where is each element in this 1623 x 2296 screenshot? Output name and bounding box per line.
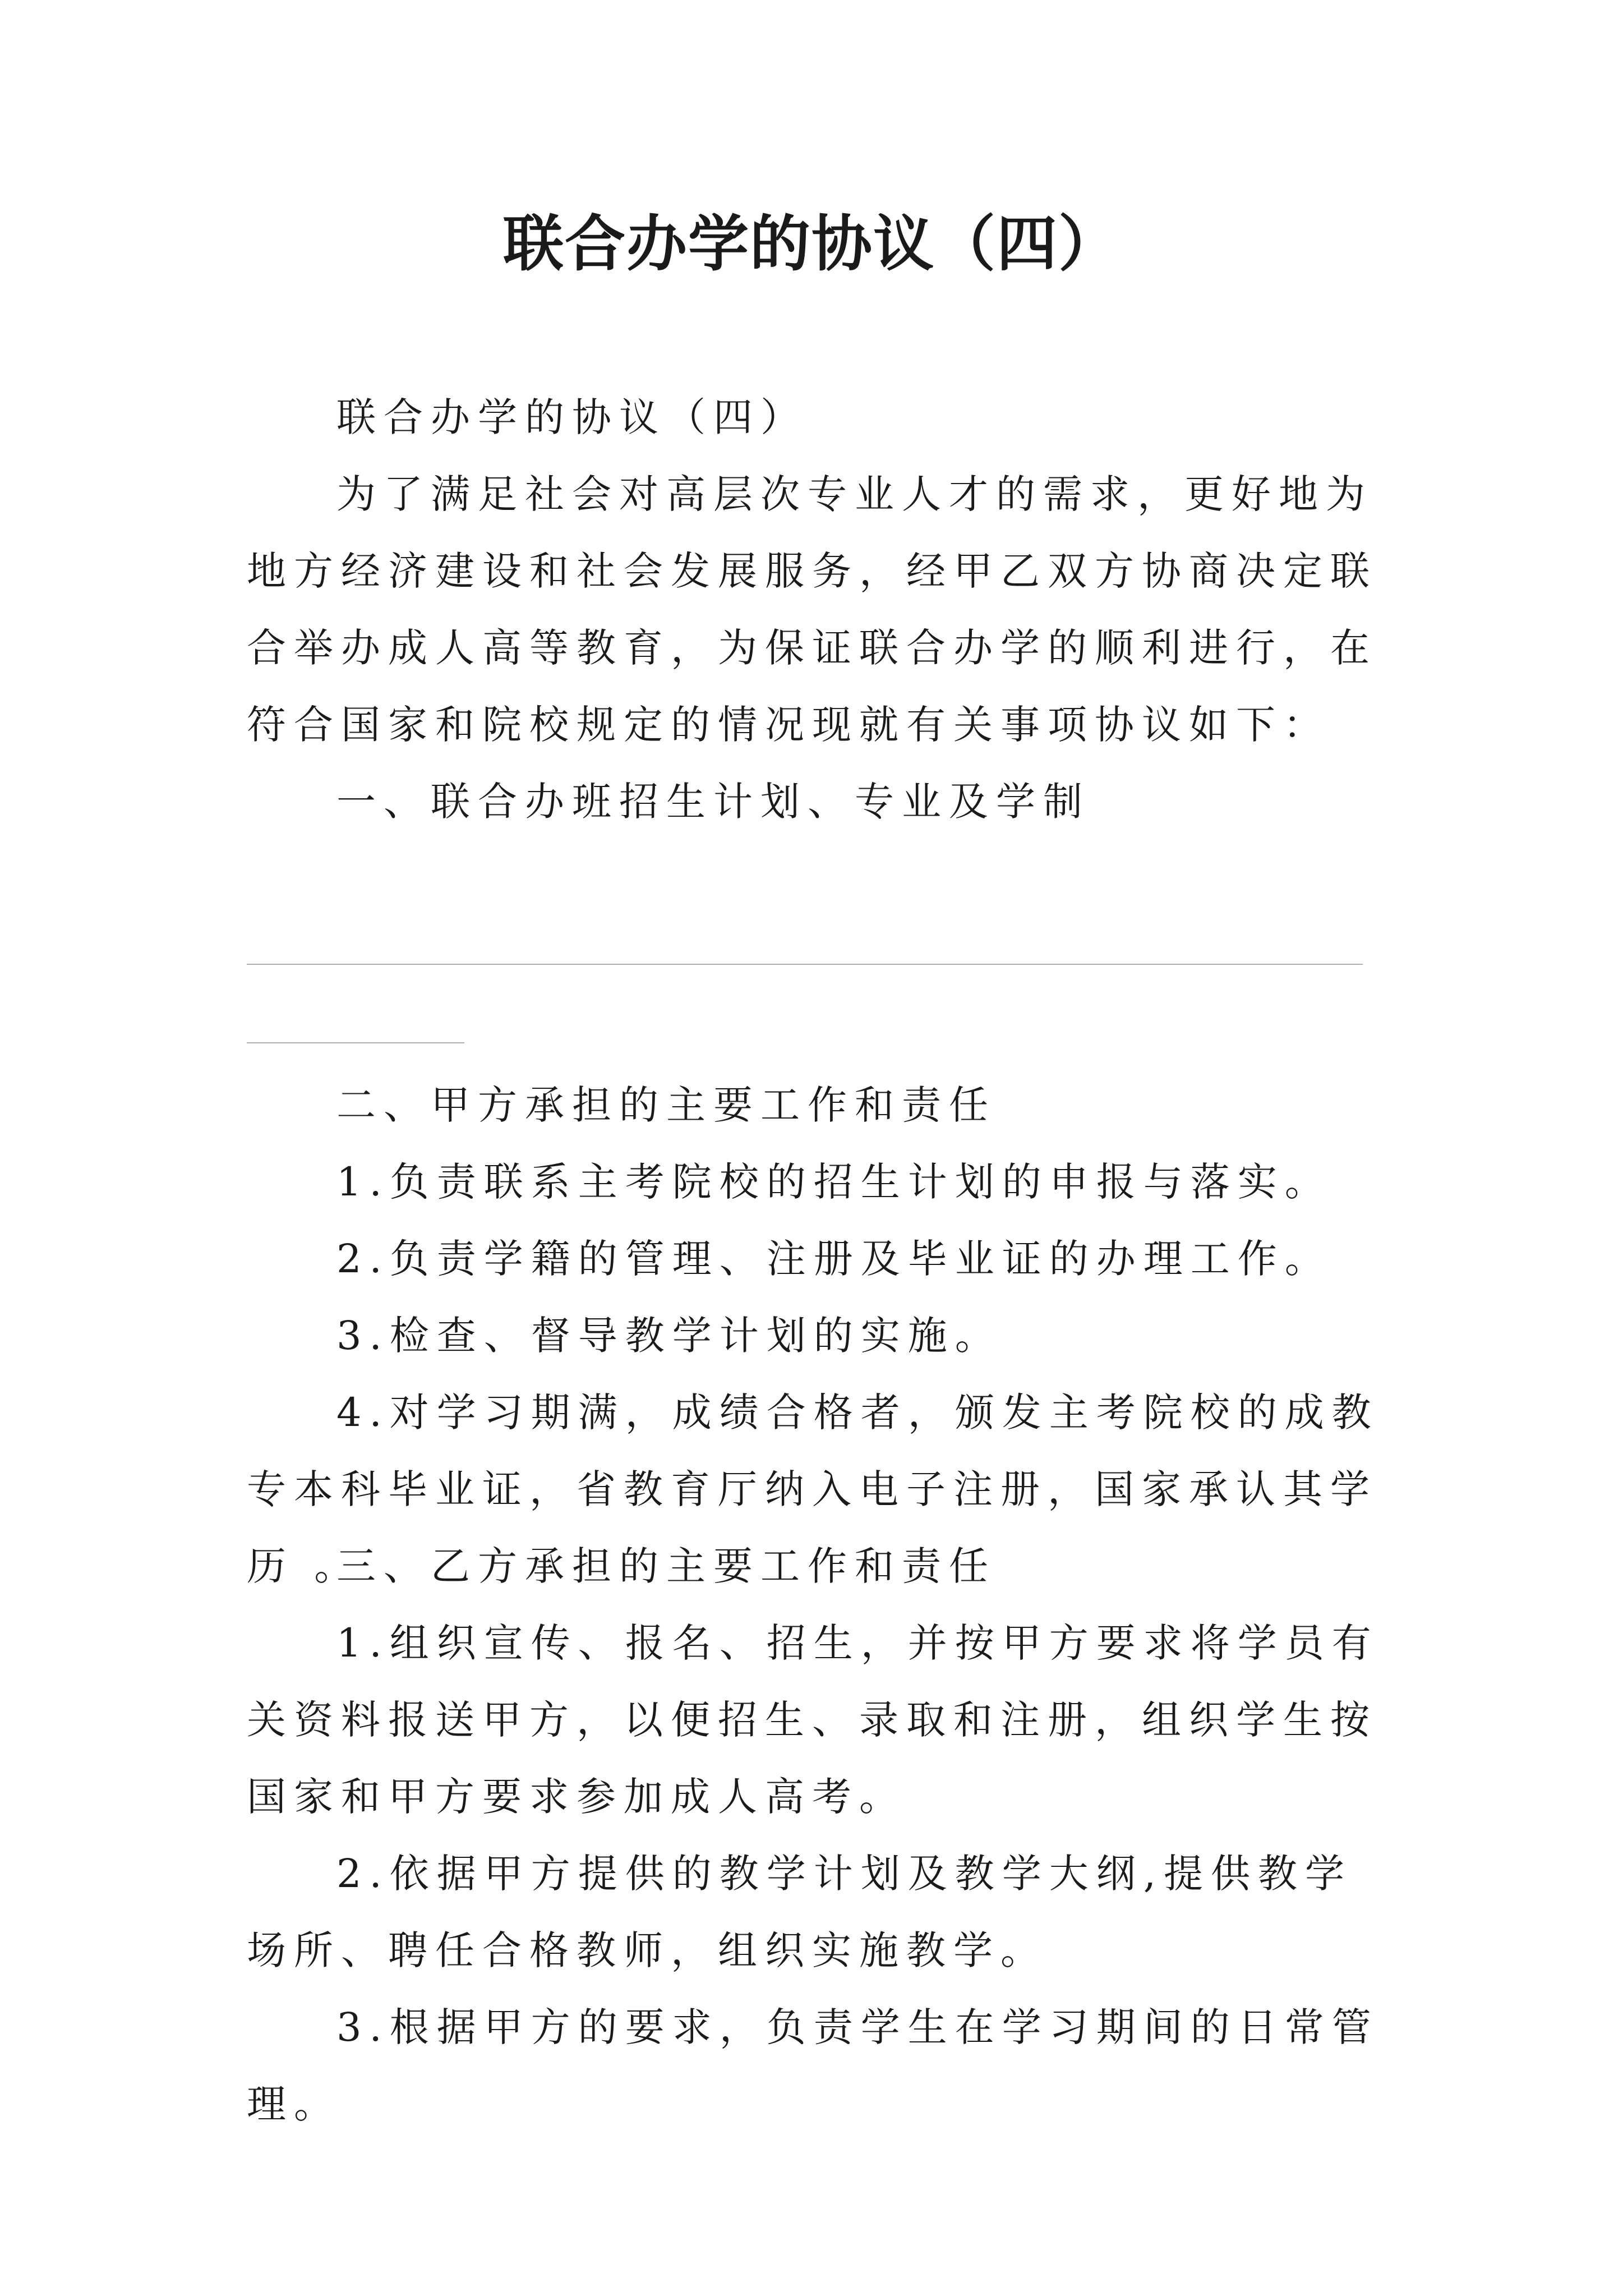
section-3-item-1: 1.组织宣传、报名、招生，并按甲方要求将学员有关资料报送甲方，以便招生、录取和注册，组织学生按国家和甲方要求参加成人高考。	[247, 1620, 1379, 1820]
section-3-heading: 三、乙方承担的主要工作和责任	[336, 1543, 996, 1589]
document-subtitle: 联合办学的协议（四）	[336, 394, 808, 440]
section-2-item-1: 1.负责联系主考院校的招生计划的申报与落实。	[336, 1159, 1332, 1205]
section-3-item-3: 3.根据甲方的要求，负责学生在学习期间的日常管理。	[247, 2004, 1379, 2127]
intro-paragraph: 为了满足社会对高层次专业人才的需求，更好地为地方经济建设和社会发展服务，经甲乙双方协商决定联合举办成人高等教育，为保证联合办学的顺利进行，在符合国家和院校规定的情况现就有关事项协议如下：	[247, 471, 1377, 748]
section-1-heading: 一、联合办班招生计划、专业及学制	[336, 779, 1090, 825]
blank-fill-line-1	[247, 964, 1363, 965]
section-2-item-2: 2.负责学籍的管理、注册及毕业证的办理工作。	[336, 1236, 1332, 1282]
document-title: 联合办学的协议（四）	[502, 209, 1120, 279]
section-2-item-4: 4.对学习期满，成绩合格者，颁发主考院校的成教专本科毕业证，省教育厅纳入电子注册，国家承认其学历 。	[247, 1389, 1379, 1589]
section-2-heading: 二、甲方承担的主要工作和责任	[336, 1082, 996, 1128]
section-3-item-2: 2.依据甲方提供的教学计划及教学大纲,提供教学场所、聘任合格教师，组织实施教学。	[247, 1851, 1353, 1973]
section-2-item-3: 3.检查、督导教学计划的实施。	[336, 1313, 1002, 1359]
blank-fill-line-2	[247, 1042, 464, 1043]
